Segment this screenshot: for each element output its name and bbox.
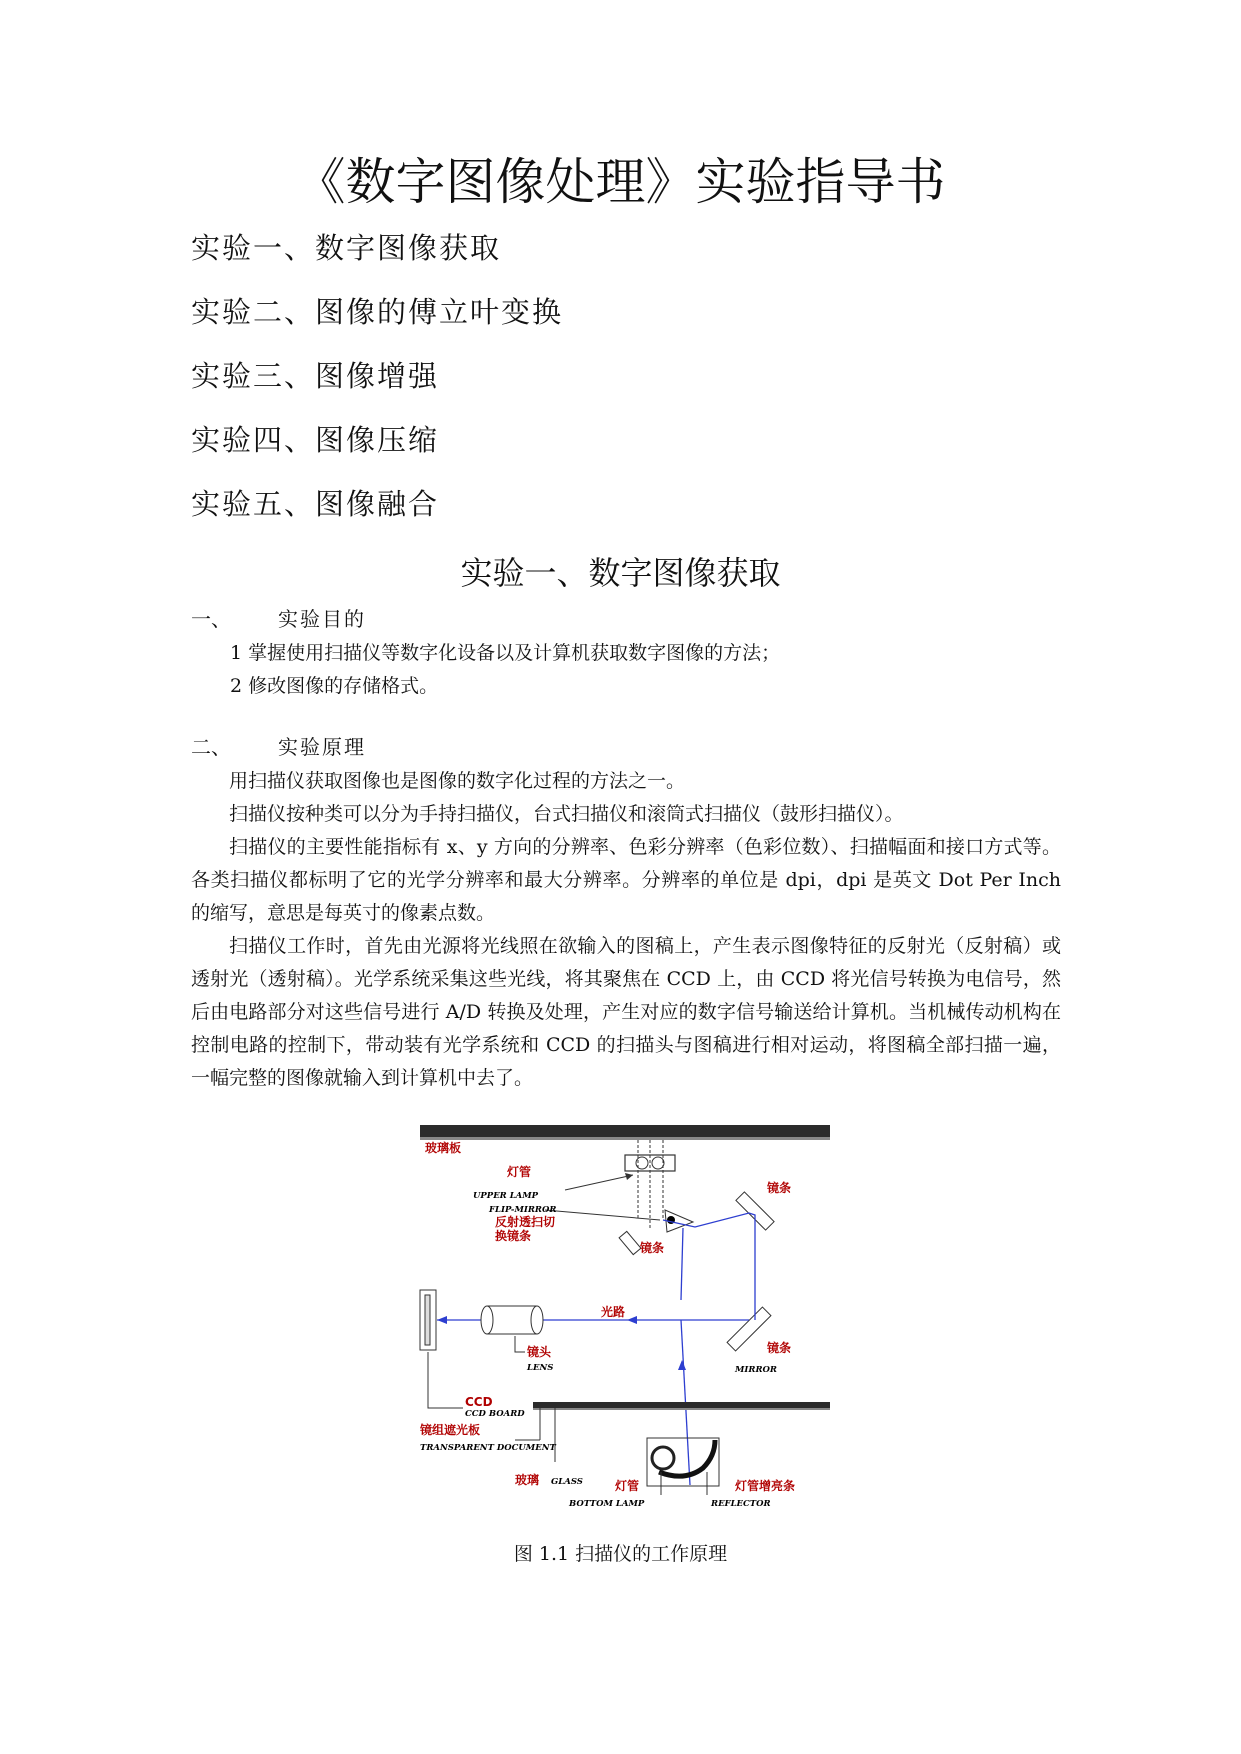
small-mirror (619, 1231, 641, 1254)
label-light-path: 光路 (601, 1305, 626, 1319)
part2-number: 二、 (191, 735, 231, 759)
part2-paragraph-3: 扫描仪的主要性能指标有 x、y 方向的分辨率、色彩分辨率（色彩位数）、扫描幅面和接口方式等。各类扫描仪都标明了它的光学分辨率和最大分辨率。分辨率的单位是 dpi，dpi 是英文 Dot Per Inch 的缩写，意思是每英寸的像素点数。 (191, 836, 1061, 924)
label-mirror-top: 镜条 (767, 1181, 792, 1195)
figure-caption: 图 1.1 扫描仪的工作原理 (513, 1543, 728, 1565)
label-reflector-cn: 灯管增亮条 (735, 1479, 796, 1493)
label-mirror-mid: 镜条 (640, 1241, 665, 1255)
label-mirror-en: MIRROR (735, 1365, 777, 1375)
section-title: 实验一、数字图像获取 (460, 554, 781, 592)
label-glass-en: GLASS (551, 1477, 583, 1487)
label-transparent-doc: TRANSPARENT DOCUMENT (420, 1443, 556, 1453)
toc-item-2: 实验二、图像的傅立叶变换 (191, 295, 564, 329)
toc-item-5: 实验五、图像融合 (191, 487, 440, 521)
part2-paragraph-4: 扫描仪工作时，首先由光源将光线照在欲输入的图稿上，产生表示图像特征的反射光（反射稿）或透射光（透射稿）。光学系统采集这些光线，将其聚焦在 CCD 上，由 CCD 将光信号转换为电信号，然后由电路部分对这些信号进行 A/D 转换及处理，产生对应的数字信号输送给计算机。当机械传动机构在控制电路的控制下，带动装有光学系统和 CCD 的扫描头与图稿进行相对运动，将图稿全部扫描一遍，一幅完整的图像就输入到计算机中去了。 (191, 935, 1061, 1089)
label-glass-cn: 玻璃 (515, 1473, 540, 1487)
label-flip-mirror: FLIP-MIRROR (489, 1205, 557, 1215)
top-glass-plate (420, 1125, 830, 1137)
toc-item-3: 实验三、图像增强 (191, 359, 440, 393)
bottom-lamp (652, 1447, 674, 1469)
label-ccd: CCD (465, 1395, 493, 1409)
label-lens-cn: 镜头 (527, 1345, 552, 1359)
document-title: 《数字图像处理》实验指导书 (295, 153, 946, 211)
part2-paragraph-1: 用扫描仪获取图像也是图像的数字化过程的方法之一。 (229, 770, 686, 792)
bottom-glass (533, 1402, 830, 1408)
mirror-bottom-right (727, 1307, 771, 1351)
label-lamp: 灯管 (507, 1165, 532, 1179)
part1-line-2: 2 修改图像的存储格式。 (230, 675, 439, 697)
label-flip-cn-1: 反射透扫切 (495, 1215, 556, 1229)
label-reflector-en: REFLECTOR (711, 1499, 771, 1509)
label-flip-cn-2: 换镜条 (495, 1229, 532, 1243)
toc-item-4: 实验四、图像压缩 (191, 423, 440, 457)
toc-item-1: 实验一、数字图像获取 (191, 231, 502, 265)
part1-number: 一、 (191, 607, 231, 631)
label-glass-plate: 玻璃板 (425, 1141, 462, 1155)
part2-paragraph-2: 扫描仪按种类可以分为手持扫描仪，台式扫描仪和滚筒式扫描仪（鼓形扫描仪）。 (229, 803, 904, 825)
light-path-upper (663, 1213, 755, 1320)
part1-line-1: 1 掌握使用扫描仪等数字化设备以及计算机获取数字图像的方法； (230, 642, 781, 664)
label-lens-en: LENS (527, 1363, 554, 1373)
reflector (659, 1440, 715, 1476)
part1-heading: 实验目的 (278, 607, 366, 631)
label-shade-cn: 镜组遮光板 (420, 1423, 481, 1437)
label-bottom-lamp-cn: 灯管 (615, 1479, 640, 1493)
label-mirror-bottom: 镜条 (767, 1341, 792, 1355)
label-upper-lamp: UPPER LAMP (473, 1191, 539, 1201)
lens (487, 1306, 537, 1334)
label-bottom-lamp-en: BOTTOM LAMP (569, 1499, 645, 1509)
part2-heading: 实验原理 (278, 735, 366, 759)
label-ccd-board: CCD BOARD (465, 1409, 525, 1419)
scanner-diagram (415, 1120, 835, 1510)
